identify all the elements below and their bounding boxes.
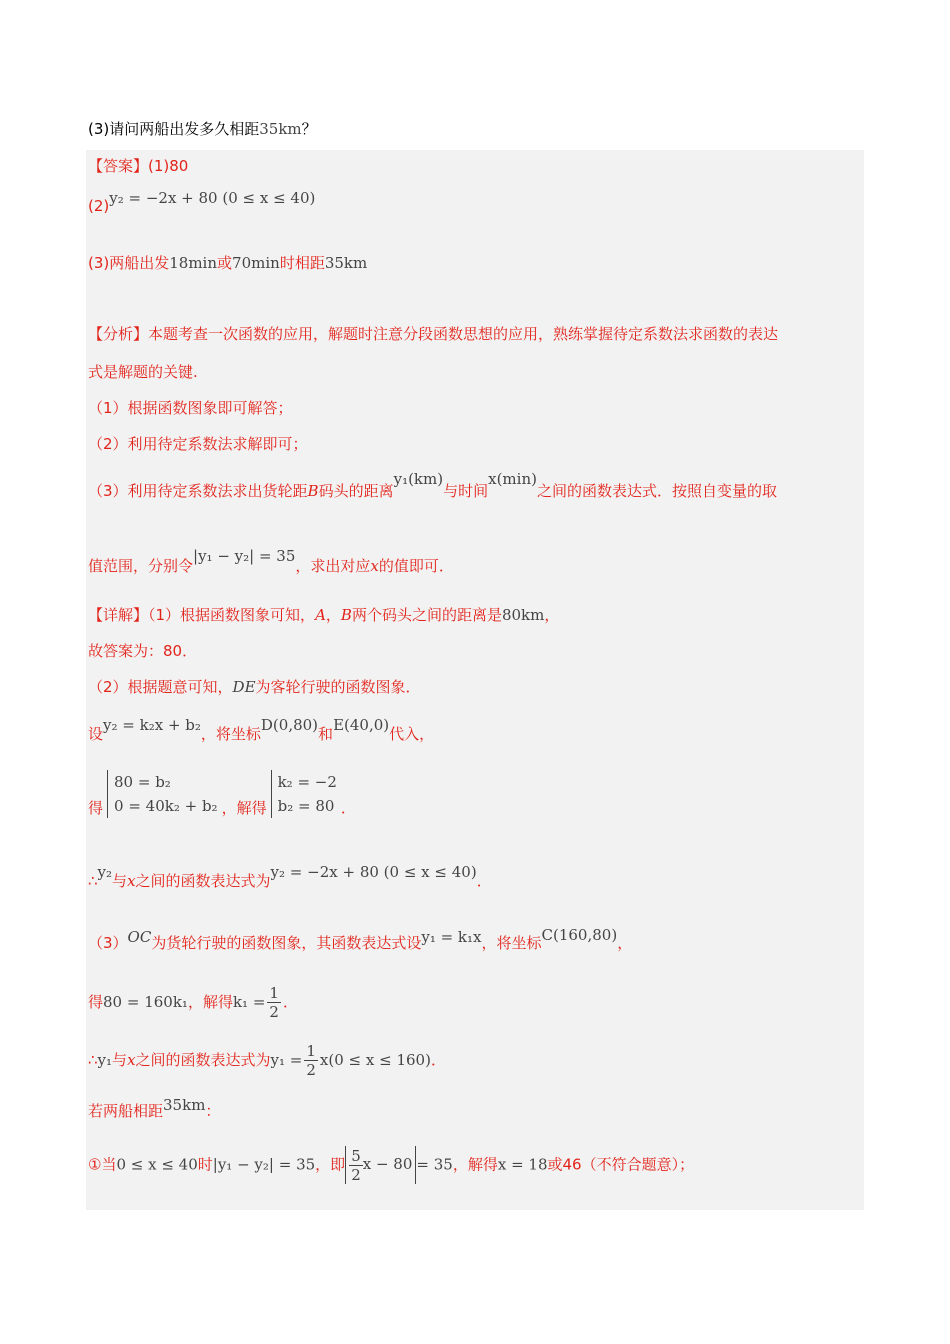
analysis-step-3-cont: 值范围，分别令|y₁ − y₂| = 35，求出对应x的值即可． [88, 547, 454, 575]
analysis-step-3: （3）利用待定系数法求出货轮距B码头的距离y₁(km)与时间x(min)之间的函数表达式．按照自变量的取 [88, 470, 777, 500]
answer-heading: 【答案】(1)80 [88, 157, 189, 175]
detail-3-conclusion: ∴y₁与x之间的函数表达式为y₁ = $\frac{1}{2}$ x(0 ≤ x ≤ 160)． [88, 1042, 446, 1079]
detail-2-system: 得 80 = b₂ 0 = 40k₂ + b₂ ，解得 k₂ = −2 b₂ = 80 ． [88, 770, 356, 818]
detail-2-intro: （2）根据题意可知，DE为客轮行驶的函数图象． [88, 678, 421, 696]
detail-1-answer: 故答案为：80． [88, 642, 198, 660]
detail-3-case-1: ①当0 ≤ x ≤ 40时|y₁ − y₂| = 35，即 $\frac{5}{2}$ x − 80 = 35，解得x = 18或46（不符合题意）； [88, 1146, 695, 1184]
detail-2-setup: 设y₂ = k₂x + b₂，将坐标D(0,80)和E(40,0)代入， [88, 716, 435, 743]
detail-1: 【详解】（1）根据函数图象可知，A，B两个码头之间的距离是80km， [88, 606, 560, 624]
system-1: 80 = b₂ 0 = 40k₂ + b₂ [107, 770, 218, 818]
system-2: k₂ = −2 b₂ = 80 [271, 770, 337, 818]
analysis-line-2: 式是解题的关键. [88, 363, 198, 381]
question-3: (3)请问两船出发多久相距35km？ [88, 120, 317, 138]
analysis-step-1: （1）根据函数图象即可解答； [88, 399, 293, 417]
analysis-line-1: 【分析】本题考查一次函数的应用，解题时注意分段函数思想的应用，熟练掌握待定系数法求函数的表达 [88, 325, 779, 343]
detail-3-condition: 若两船相距35km： [88, 1096, 221, 1120]
detail-3-setup: （3）OC为货轮行驶的函数图象，其函数表达式设y₁ = k₁x，将坐标C(160,80)， [88, 926, 633, 952]
fraction-one-half: $\frac{1}{2}$ [306, 1042, 316, 1079]
fraction-one-half: $\frac{1}{2}$ [269, 984, 279, 1021]
detail-2-conclusion: ∴y₂与x之间的函数表达式为y₂ = −2x + 80 (0 ≤ x ≤ 40)． [88, 863, 492, 890]
absolute-value-expression: $\frac{5}{2}$ x − 80 [345, 1146, 416, 1184]
analysis-step-2: （2）利用待定系数法求解即可； [88, 435, 308, 453]
answer-part-2: (2)y₂ = −2x + 80 (0 ≤ x ≤ 40) [88, 189, 316, 215]
detail-3-solve: 得80 = 160k₁，解得k₁ = $\frac{1}{2}$ ． [88, 984, 298, 1021]
answer-part-3: (3)两船出发18min或70min时相距35km [88, 254, 368, 272]
